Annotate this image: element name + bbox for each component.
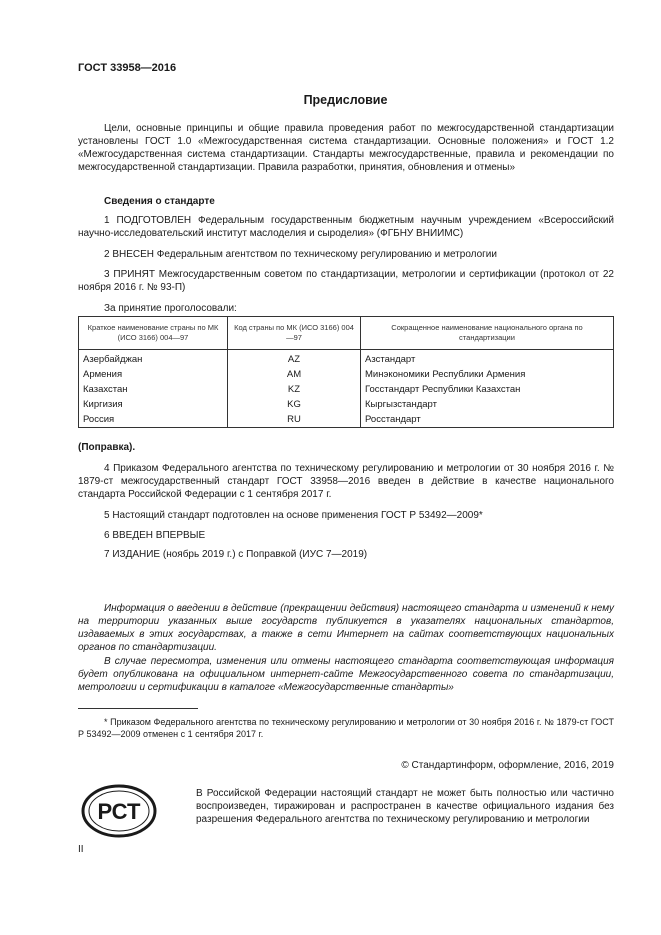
section-heading: Сведения о стандарте [104,196,215,207]
voting-table [78,316,614,428]
copyright: © Стандартинформ, оформление, 2016, 2019 [401,760,614,771]
country-name: Россия [79,412,228,428]
amendment-note: (Поправка). [78,442,136,453]
header-standards-body: Сокращенное наименование национального органа по стандартизации [361,317,614,350]
country-name: Казахстан [79,382,228,397]
standards-body: Кыргызстандарт [361,397,614,412]
copyright-notice: В Российской Федерации настоящий стандарт не может быть полностью или частично воспроизведен, тиражирован и распространен в качестве официального издания без разрешения Федерального агентства по техническому регулированию и метрологии [196,788,614,825]
header-country-name: Краткое наименование страны по МК (ИСО 3166) 004—97 [79,317,228,350]
country-code: KZ [228,382,361,397]
intro-paragraph: Цели, основные принципы и общие правила проведения работ по межгосударственной стандартизации установлены ГОСТ 1.0 «Межгосударственная система стандартизации. Основные положения» и ГОСТ 1.2 «Межгосударственная система стандартизации. Стандарты межгосударственные, правила и рекомендации по межгосударственной стандартизации. Правила разработки, принятия, обновления и отмены» [78,123,614,173]
item-2: 2 ВНЕСЕН Федеральным агентством по техническому регулированию и метрологии [104,249,497,260]
logo-text: РСТ [97,799,141,824]
country-name: Азербайджан [79,350,228,368]
item-3: 3 ПРИНЯТ Межгосударственным советом по стандартизации, метрологии и сертификации (протокол от 22 ноября 2016 г. № 93-П) [78,269,614,293]
info-paragraph-1: Информация о введении в действие (прекращении действия) настоящего стандарта и изменений к нему на территории указанных выше государств публикуется в указателях национальных стандартов, издаваемых в этих государствах, а также в сети Интернет на сайтах соответствующих национальных органов по стандартизации. [78,603,614,653]
country-name: Киргизия [79,397,228,412]
item-5: 5 Настоящий стандарт подготовлен на основе применения ГОСТ Р 53492—2009* [104,510,483,521]
rst-logo-icon [80,783,158,839]
page-number: II [78,844,84,855]
country-name: Армения [79,367,228,382]
footnote-divider [78,708,198,709]
standard-number: ГОСТ 33958—2016 [78,62,177,74]
standards-body: Госстандарт Республики Казахстан [361,382,614,397]
table-row [79,412,614,428]
standards-body: Азстандарт [361,350,614,368]
item-7: 7 ИЗДАНИЕ (ноябрь 2019 г.) с Поправкой (ИУС 7—2019) [104,549,368,560]
table-row [79,350,614,368]
header-country-code: Код страны по МК (ИСО 3166) 004—97 [228,317,361,350]
country-code: RU [228,412,361,428]
country-code: KG [228,397,361,412]
item-6: 6 ВВЕДЕН ВПЕРВЫЕ [104,530,206,541]
standards-body: Росстандарт [361,412,614,428]
table-row [79,367,614,382]
table-row [79,397,614,412]
item-1: 1 ПОДГОТОВЛЕН Федеральным государственным бюджетным научным учреждением «Всероссийский научно-исследовательский институт маслоделия и сыроделия» (ФГБНУ ВНИИМС) [78,215,614,239]
vote-intro: За принятие проголосовали: [104,303,237,314]
page-title: Предисловие [303,93,388,107]
footnote: * Приказом Федерального агентства по техническому регулированию и метрологии от 30 ноября 2016 г. № 1879-ст ГОСТ Р 53492—2009 отменен с 1 сентября 2017 г. [78,717,614,739]
table-row [79,382,614,397]
standards-body: Минэкономики Республики Армения [361,367,614,382]
country-code: AM [228,367,361,382]
country-code: AZ [228,350,361,368]
table-header-row [79,317,614,350]
info-paragraph-2: В случае пересмотра, изменения или отмены настоящего стандарта соответствующая информация будет опубликована на официальном интернет-сайте Межгосударственного совета по стандартизации, метрологии и сертификации в каталоге «Межгосударственные стандарты» [78,656,614,693]
item-4: 4 Приказом Федерального агентства по техническому регулированию и метрологии от 30 ноября 2016 г. № 1879-ст межгосударственный стандарт ГОСТ 33958—2016 введен в действие в качестве национального стандарта Российской Федерации с 1 сентября 2017 г. [78,463,614,500]
